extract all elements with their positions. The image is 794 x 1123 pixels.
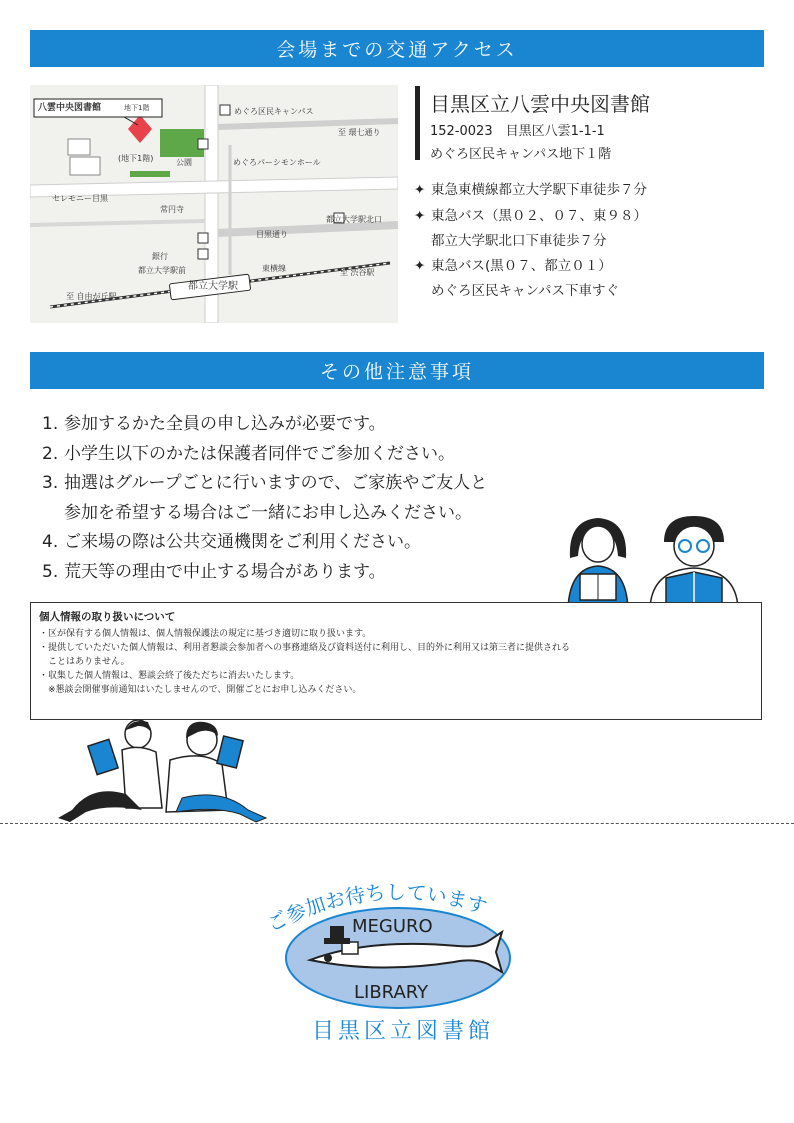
logo-arc-text: ご参加お待ちしています — [263, 879, 490, 937]
map-label-station: 都立大学駅 — [188, 281, 238, 292]
list-item: 5. 荒天等の理由で中止する場合があります。 — [42, 561, 386, 582]
star-icon: ✦ — [414, 208, 426, 224]
map-label-b1: 地下1階 — [124, 104, 150, 112]
map-label-toritsu-north: 都立大学駅北口 — [326, 215, 382, 224]
map-label-park: 公園 — [176, 158, 192, 167]
logo-library: LIBRARY — [354, 982, 429, 1003]
star-icon: ✦ — [414, 182, 426, 198]
list-item-continuation: 参加を希望する場合はご一緒にお申し込みください。 — [64, 502, 472, 523]
list-item: 3. 抽選はグループごとに行いますので、ご家族やご友人と — [42, 473, 488, 493]
access-route-text: 東急東横線都立大学駅下車徒歩７分 — [431, 182, 647, 198]
notes-section-header — [30, 352, 764, 389]
list-item: 1. 参加するかた全員の申し込みが必要です。 — [42, 414, 386, 434]
notes-list — [42, 410, 487, 587]
library-name: 目黒区立八雲中央図書館 — [430, 92, 650, 116]
map-label-toyoko: 東横線 — [262, 264, 286, 273]
library-address: 152-0023 目黒区八雲1-1-1 — [430, 124, 605, 139]
logo-org-name: 目黒区立図書館 — [312, 1019, 495, 1044]
map-label-bank: 銀行 — [152, 252, 168, 261]
map-label-joenji: 常円寺 — [160, 205, 184, 214]
map-label-b1-paren: (地下1階) — [118, 154, 154, 163]
map-label-persimmon: めぐろパーシモンホール — [233, 158, 321, 167]
map-label-shibuya: 至 渋谷駅 — [340, 268, 375, 277]
reading-people-illustration — [558, 512, 754, 608]
map-label-meguro-dori: 目黒通り — [256, 230, 288, 239]
privacy-line: ※懇談会開催事前通知はいたしませんので、開催ごとにお申し込みください。 — [39, 685, 362, 695]
list-item: 4. ご来場の際は公共交通機関をご利用ください。 — [42, 532, 421, 552]
star-icon: ✦ — [414, 258, 426, 274]
list-item: 2. 小学生以下のかたは保護者同伴でご参加ください。 — [42, 443, 455, 464]
access-route-3-detail — [431, 285, 619, 299]
access-route-2 — [414, 210, 647, 224]
access-route-2-detail — [431, 235, 607, 249]
map-label-library: 八雲中央図書館 — [38, 103, 102, 113]
access-route-3 — [414, 260, 612, 274]
map-label-campus: めぐろ区民キャンパス — [234, 107, 314, 116]
map-label-kannana: 至 環七通り — [338, 128, 381, 137]
sitting-readers-illustration — [52, 714, 276, 824]
access-section-header — [30, 30, 764, 67]
map-label-ceremony: セレモニー目黒 — [52, 194, 108, 203]
privacy-line: ことはありません。 — [39, 657, 130, 667]
access-route-text: 東急バス(黒０７、都立０１） — [431, 258, 612, 274]
access-route-text: 東急バス（黒０２、０７、東９８） — [431, 208, 647, 224]
privacy-line: ・収集した個人情報は、懇談会終了後ただちに消去いたします。 — [39, 671, 300, 681]
privacy-notice-box — [30, 602, 762, 720]
cut-line-divider — [0, 823, 794, 824]
privacy-line: ・提供していただいた個人情報は、利用者懇談会参加者への事務連絡及び資料送付に利用し、目的外に利用又は第三者に提供される — [39, 643, 571, 653]
logo-meguro: MEGURO — [352, 916, 433, 937]
access-map — [30, 85, 398, 323]
library-accent-bar — [415, 86, 420, 160]
map-label-toritsu-mae: 都立大学駅前 — [138, 266, 186, 275]
map-label-jiyugaoka: 至 自由が丘駅 — [66, 292, 117, 301]
notes-section-title: その他注意事項 — [319, 361, 474, 383]
access-section-title: 会場までの交通アクセス — [276, 39, 518, 61]
privacy-line: ・区が保有する個人情報は、個人情報保護法の規定に基づき適切に取り扱います。 — [39, 629, 372, 639]
access-route-1 — [414, 184, 647, 198]
privacy-title: 個人情報の取り扱いについて — [39, 611, 176, 623]
access-route-text: めぐろ区民キャンパス下車すぐ — [431, 283, 620, 299]
access-route-text: 都立大学駅北口下車徒歩７分 — [431, 233, 607, 249]
library-floor: めぐろ区民キャンパス地下１階 — [430, 147, 612, 162]
